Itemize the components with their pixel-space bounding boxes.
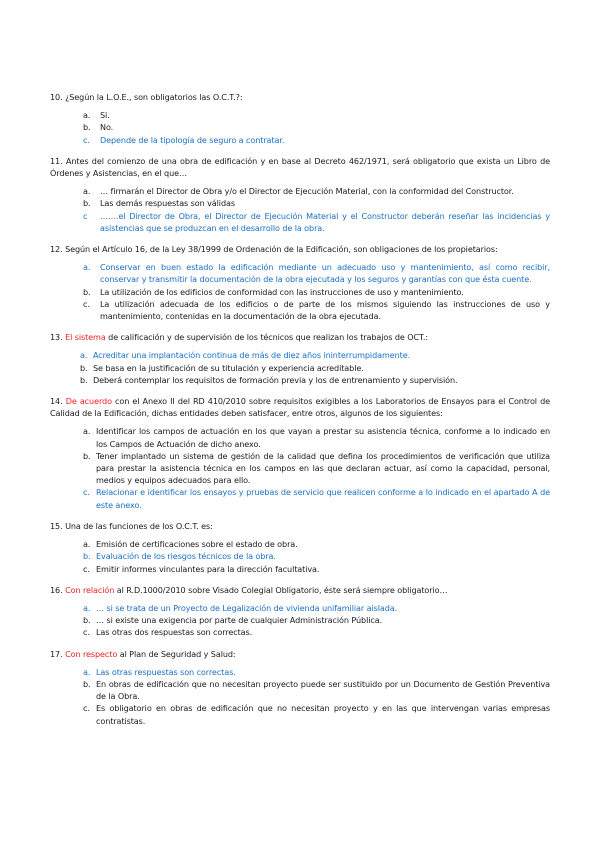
option-letter: c.: [83, 627, 90, 638]
question-number: 10.: [50, 92, 63, 102]
question-body: Una de las funciones de los O.C.T. es:: [65, 520, 213, 531]
option: [50, 185, 550, 197]
option: [50, 563, 550, 575]
question-body: Según el Artículo 16, de la Ley 38/1999 de Ordenación de la Edificación, son obligaciones de los propietarios:: [65, 244, 498, 255]
question-block: [50, 584, 550, 639]
option-letter: a.: [83, 186, 91, 197]
question-number: 13.: [50, 332, 63, 343]
option-letter: a.: [83, 426, 91, 437]
option-correct: [50, 134, 550, 146]
question-text: [50, 395, 550, 419]
question-block: [50, 331, 550, 386]
option-letter: b.: [83, 198, 91, 209]
option: [50, 374, 550, 386]
question-block: [50, 520, 550, 575]
option-text: … si se trata de un Proyecto de Legalización de vivienda unifamiliar aislada.: [96, 602, 398, 613]
option-text: … firmarán el Director de Obra y/o el Director de Ejecución Material, con la conformidad del Constructor.: [100, 186, 514, 197]
option-letter: b.: [83, 615, 91, 626]
option-text: Emisión de certificaciones sobre el estado de obra.: [96, 539, 298, 550]
question-number: 14.: [50, 396, 63, 407]
option-letter: a.: [83, 539, 91, 550]
question-number: 11.: [50, 155, 63, 166]
option-letter: b.: [83, 450, 91, 461]
question-body: de calificación y de supervisión de los técnicos que realizan los trabajos de OCT.:: [108, 332, 429, 343]
option-text: Identificar los campos de actuación en los que vayan a prestar su asistencia técnica, conforme a lo indicado en los Campos de Actuación de dicho anexo.: [96, 426, 550, 449]
question-body: con el Anexo II del RD 410/2010 sobre requisitos exigibles a los Laboratorios de Ensayos para el Control de Calidad de la Edificación, dichas entidades deben satisfacer, entre otros, algunos de los siguientes:: [50, 396, 550, 419]
option-text: Relacionar e identificar los ensayos y pruebas de servicio que realicen conforme a lo indicado en el apartado A de este anexo.: [96, 487, 550, 510]
option-letter: b.: [83, 286, 91, 297]
option-letter: b.: [80, 374, 88, 385]
option-text: Las demás respuestas son válidas: [100, 198, 235, 209]
option-text: Deberá contemplar los requisitos de formación previa y los de entrenamiento y supervisión.: [93, 374, 458, 385]
option-text: …….el Director de Obra, el Director de Ejecución Material y el Constructor deberán reseñar las incidencias y asistencias que se produzcan en el desarrollo de la obra.: [100, 210, 550, 233]
option-letter: b.: [80, 362, 88, 373]
question-number: 17.: [50, 648, 63, 659]
options-list: [50, 538, 550, 575]
question-body: al Plan de Seguridad y Salud:: [119, 648, 236, 659]
option: [50, 109, 550, 121]
option: [50, 197, 550, 209]
question-block: [50, 243, 550, 322]
option-correct: [50, 486, 550, 510]
option-letter: a.: [80, 350, 88, 361]
question-block: [50, 155, 550, 234]
option-letter: c: [83, 210, 88, 221]
option-text: Evaluación de los riesgos técnicos de la obra.: [96, 551, 276, 562]
options-list: [50, 261, 550, 322]
option-text: Depende de la tipología de seguro a contratar.: [100, 134, 285, 145]
option-correct: [50, 210, 550, 234]
option-letter: a.: [83, 110, 91, 121]
question-body: Antes del comienzo de una obra de edificación y en base al Decreto 462/1971, será obligatorio que exista un Libro de Órdenes y Asistencias, en el que…: [50, 155, 550, 179]
question-text: [50, 520, 550, 532]
question-body: ¿Según la L.O.E., son obligatorios las O.C.T.?:: [65, 92, 243, 102]
option-text: Si.: [100, 110, 110, 121]
option-text: Emitir informes vinculantes para la dirección facultativa.: [96, 563, 320, 574]
question-text: [50, 584, 550, 596]
question-number: 15.: [50, 520, 63, 531]
options-list: [50, 666, 550, 727]
question-highlight: El sistema: [65, 332, 106, 343]
question-text: [50, 331, 550, 343]
option: [50, 702, 550, 726]
option-text: En obras de edificación que no necesitan proyecto puede ser sustituido por un Documento de Gestión Preventiva de la Obra.: [96, 678, 550, 702]
option-letter: c.: [83, 703, 90, 714]
option: [50, 678, 550, 702]
option: [50, 425, 550, 449]
option-letter: b.: [83, 122, 91, 133]
question-block: [50, 91, 550, 146]
option-letter: a.: [83, 666, 91, 677]
option-letter: c.: [83, 134, 90, 145]
option-text: … si existe una exigencia por parte de cualquier Administración Pública.: [96, 615, 383, 626]
option-letter: c.: [83, 563, 90, 574]
question-text: [50, 91, 550, 103]
options-list: [50, 602, 550, 639]
option-text: Acreditar una implantación continua de más de diez años ininterrumpidamente.: [93, 350, 411, 361]
option-text: Las otras dos respuestas son correctas.: [96, 627, 253, 638]
option-letter: a.: [83, 262, 91, 273]
options-list: [50, 349, 550, 386]
option: [50, 286, 550, 298]
option-letter: b.: [83, 551, 91, 562]
option: [50, 450, 550, 487]
question-text: [50, 243, 550, 255]
option-letter: b.: [83, 678, 91, 689]
question-text: [50, 155, 550, 179]
option: [50, 298, 550, 322]
option-correct: [50, 666, 550, 678]
option-text: Las otras respuestas son correctas.: [96, 666, 236, 677]
option-correct: [50, 550, 550, 562]
question-number: 12.: [50, 244, 63, 255]
option-text: La utilización adecuada de los edificios o de parte de los mismos siguiendo las instrucciones de uso y mantenimiento, contenidas en la documentación de la obra ejecutada.: [100, 298, 550, 322]
option-letter: c.: [83, 298, 90, 309]
question-block: [50, 395, 550, 511]
question-number: 16.: [50, 584, 63, 595]
question-highlight: De acuerdo: [65, 396, 112, 407]
option: [50, 121, 550, 133]
question-body: al R.D.1000/2010 sobre Visado Colegial Obligatorio, éste será siempre obligatorio…: [116, 584, 448, 595]
option: [50, 614, 550, 626]
option-text: Conservar en buen estado la edificación mediante un adecuado uso y mantenimiento, así como recibir, conservar y transmitir la documentación de la obra ejecutada y los seguros y garantías con que ésta cuente.: [100, 262, 550, 285]
option-text: La utilización de los edificios de conformidad con las instrucciones de uso y mantenimiento.: [100, 286, 464, 297]
question-text: [50, 648, 550, 660]
question-highlight: Con relación: [65, 584, 115, 595]
option-letter: c.: [83, 487, 90, 498]
question-block: [50, 648, 550, 727]
option: [50, 362, 550, 374]
option-text: Se basa en la justificación de su titulación y experiencia acreditable.: [93, 362, 364, 373]
option-text: No.: [100, 122, 114, 133]
options-list: [50, 425, 550, 510]
option-correct: [50, 261, 550, 285]
options-list: [50, 109, 550, 146]
question-highlight: Con respecto: [65, 648, 118, 659]
option-letter: a.: [83, 602, 91, 613]
option-text: Tener implantado un sistema de gestión de la calidad que defina los procedimientos de verificación que utiliza para prestar la asistencia técnica en los campos en las que declaran actuar, así como la capacidad, personal, medios y equipos adecuados para ello.: [96, 450, 550, 486]
option-text: Es obligatorio en obras de edificación que no necesitan proyecto y en las que intervengan varias empresas contratistas.: [96, 703, 550, 726]
option: [50, 626, 550, 638]
option: [50, 538, 550, 550]
options-list: [50, 185, 550, 234]
option-correct: [50, 602, 550, 614]
option-correct: [50, 349, 550, 361]
